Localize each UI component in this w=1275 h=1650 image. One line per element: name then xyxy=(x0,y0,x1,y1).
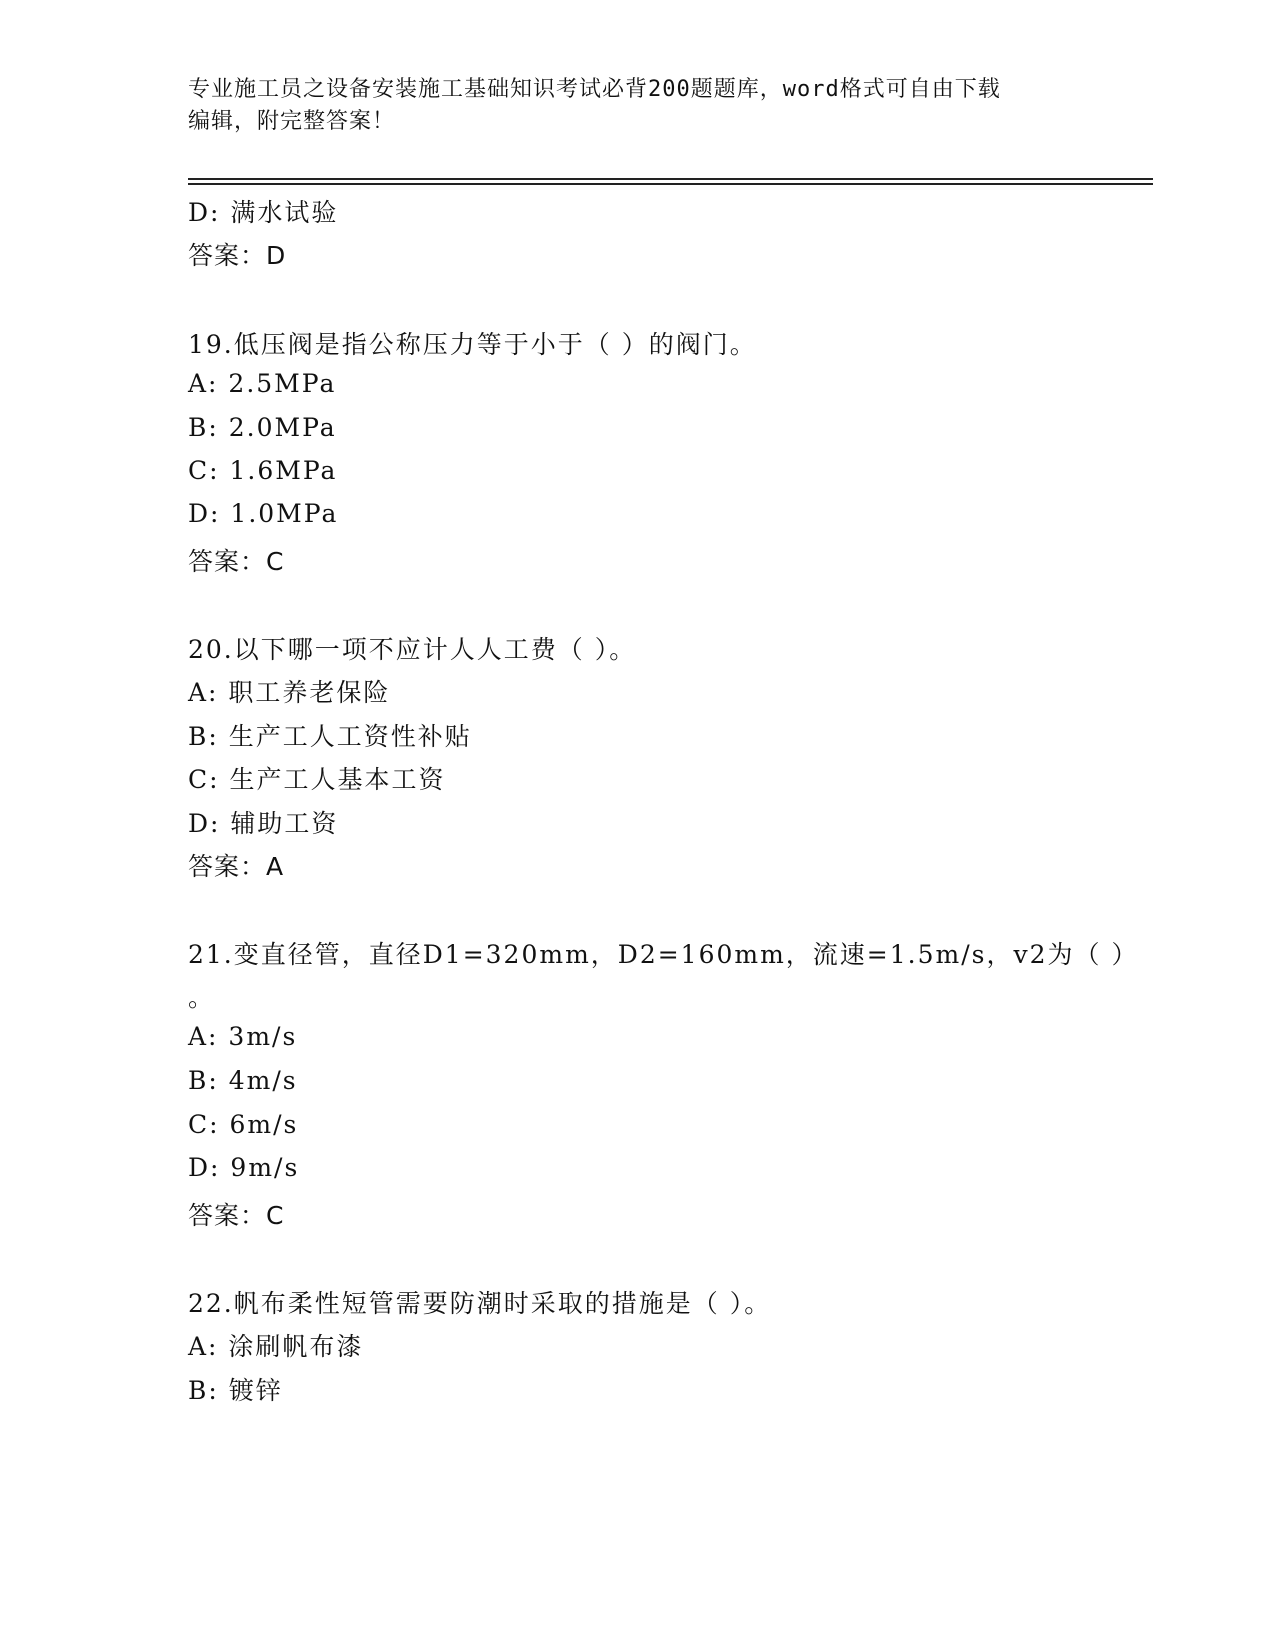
q18-answer: 答案：D xyxy=(188,241,287,270)
q22-question: 22.帆布柔性短管需要防潮时采取的措施是（ ）。 xyxy=(188,1289,772,1318)
q21-option-d: D: 9m/s xyxy=(188,1153,300,1182)
q20-option-c: C: 生产工人基本工资 xyxy=(188,765,446,794)
header-title-line-1: 专业施工员之设备安装施工基础知识考试必背200题题库，word格式可自由下载 xyxy=(188,77,1001,102)
q20-question: 20.以下哪一项不应计人人工费（ ）。 xyxy=(188,635,637,664)
q19-option-b: B: 2.0MPa xyxy=(188,413,337,442)
q20-option-b: B: 生产工人工资性补贴 xyxy=(188,722,472,751)
q20-option-a: A: 职工养老保险 xyxy=(188,678,391,707)
q19-question: 19.低压阀是指公称压力等于小于（ ）的阀门。 xyxy=(188,330,757,359)
q19-answer: 答案：C xyxy=(188,547,285,576)
header-divider-top xyxy=(188,178,1153,180)
q22-option-b: B: 镀锌 xyxy=(188,1376,283,1405)
header-divider-bottom xyxy=(188,183,1153,185)
q19-option-d: D: 1.0MPa xyxy=(188,499,339,528)
header-title-line-2: 编辑，附完整答案！ xyxy=(188,109,396,134)
q18-option-d: D: 满水试验 xyxy=(188,198,339,227)
q21-question: 21.变直径管，直径D1=320mm，D2=160mm，流速=1.5m/s，v2为（ ） xyxy=(188,940,1139,969)
q21-question-continuation: 。 xyxy=(188,983,216,1012)
document-header xyxy=(188,74,1068,138)
q19-option-a: A: 2.5MPa xyxy=(188,369,337,398)
q20-option-d: D: 辅助工资 xyxy=(188,809,339,838)
q21-answer: 答案：C xyxy=(188,1201,285,1230)
q21-option-a: A: 3m/s xyxy=(188,1022,298,1051)
q21-option-b: B: 4m/s xyxy=(188,1066,298,1095)
q21-option-c: C: 6m/s xyxy=(188,1110,299,1139)
q22-option-a: A: 涂刷帆布漆 xyxy=(188,1332,364,1361)
q19-option-c: C: 1.6MPa xyxy=(188,456,338,485)
q20-answer: 答案：A xyxy=(188,852,285,881)
